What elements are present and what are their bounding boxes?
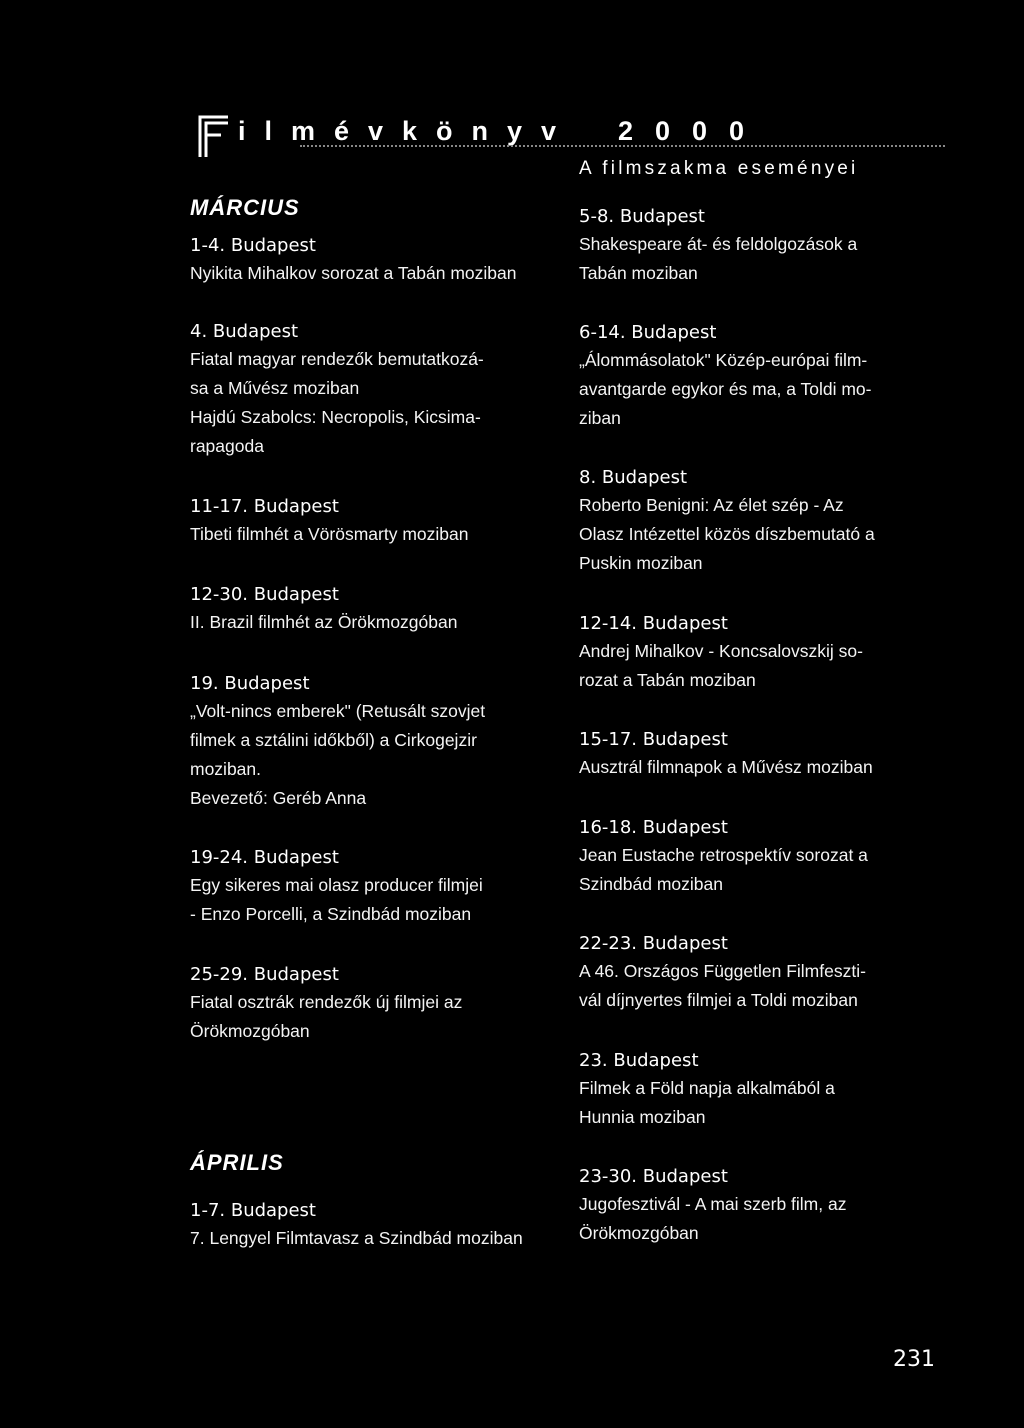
event-description bbox=[579, 1190, 944, 1248]
event-entry bbox=[579, 465, 944, 578]
event-description bbox=[579, 841, 944, 899]
event-date: 16-18. Budapest bbox=[579, 817, 728, 838]
event-description bbox=[190, 871, 565, 929]
event-description bbox=[190, 520, 565, 549]
event-description-line: Tibeti filmhét a Vörösmarty moziban bbox=[190, 524, 469, 544]
event-description-line: Fiatal osztrák rendezők új filmjei az bbox=[190, 992, 463, 1012]
event-description-line: sa a Művész moziban bbox=[190, 378, 360, 398]
month-heading-march: MÁRCIUS bbox=[190, 195, 300, 220]
event-description-line: Ausztrál filmnapok a Művész moziban bbox=[579, 757, 873, 777]
event-entry bbox=[579, 1164, 944, 1248]
page-number: 231 bbox=[893, 1347, 935, 1372]
event-description-line: „Álommásolatok" Közép-európai film- bbox=[579, 350, 868, 370]
event-entry bbox=[190, 582, 565, 637]
event-description-line: 7. Lengyel Filmtavasz a Szindbád moziban bbox=[190, 1228, 523, 1248]
event-description bbox=[190, 608, 565, 637]
event-date: 5-8. Budapest bbox=[579, 206, 705, 227]
event-entry bbox=[190, 319, 565, 461]
event-description bbox=[190, 1224, 565, 1253]
event-description bbox=[190, 697, 565, 813]
book-title: ilmévkönyv bbox=[238, 116, 576, 146]
event-description bbox=[579, 230, 944, 288]
event-entry bbox=[190, 494, 565, 549]
event-description-line: Shakespeare át- és feldolgozások a bbox=[579, 234, 858, 254]
event-description-line: Tabán moziban bbox=[579, 263, 698, 283]
event-date: 12-14. Budapest bbox=[579, 613, 728, 634]
event-description bbox=[579, 753, 944, 782]
event-date: 8. Budapest bbox=[579, 467, 688, 488]
event-description-line: Jugofesztivál - A mai szerb film, az bbox=[579, 1194, 847, 1214]
event-date: 23. Budapest bbox=[579, 1050, 699, 1071]
book-year: 2000 bbox=[618, 116, 767, 146]
event-description-line: Szindbád moziban bbox=[579, 874, 723, 894]
event-description-line: ziban bbox=[579, 408, 621, 428]
event-description-line: Örökmozgóban bbox=[190, 1021, 310, 1041]
section-subtitle: A filmszakma eseményei bbox=[579, 158, 859, 179]
event-description bbox=[190, 345, 565, 461]
event-description-line: Nyikita Mihalkov sorozat a Tabán moziban bbox=[190, 263, 517, 283]
event-entry bbox=[579, 611, 944, 695]
event-date: 15-17. Budapest bbox=[579, 729, 728, 750]
event-description-line: Egy sikeres mai olasz producer filmjei bbox=[190, 875, 483, 895]
event-description-line: filmek a sztálini időkből) a Cirkogejzir bbox=[190, 730, 477, 750]
event-description-line: vál díjnyertes filmjei a Toldi moziban bbox=[579, 990, 858, 1010]
event-date: 25-29. Budapest bbox=[190, 964, 339, 985]
event-entry bbox=[579, 931, 944, 1015]
event-description bbox=[190, 259, 565, 288]
event-date: 1-7. Budapest bbox=[190, 1200, 316, 1221]
event-description-line: Jean Eustache retrospektív sorozat a bbox=[579, 845, 868, 865]
header-divider bbox=[300, 145, 945, 147]
event-entry bbox=[579, 727, 944, 782]
event-entry bbox=[190, 845, 565, 929]
event-description-line: rozat a Tabán moziban bbox=[579, 670, 756, 690]
event-description bbox=[579, 957, 944, 1015]
event-description bbox=[579, 491, 944, 578]
event-description-line: Puskin moziban bbox=[579, 553, 703, 573]
event-date: 6-14. Budapest bbox=[579, 322, 717, 343]
filmevkonyv-logo-mark bbox=[197, 113, 231, 159]
event-description-line: Andrej Mihalkov - Koncsalovszkij so- bbox=[579, 641, 863, 661]
event-description-line: Fiatal magyar rendezők bemutatkozá- bbox=[190, 349, 484, 369]
event-description-line: Filmek a Föld napja alkalmából a bbox=[579, 1078, 835, 1098]
event-entry bbox=[579, 1048, 944, 1132]
event-date: 1-4. Budapest bbox=[190, 235, 316, 256]
event-description bbox=[579, 1074, 944, 1132]
event-description bbox=[190, 988, 565, 1046]
event-date: 19. Budapest bbox=[190, 673, 310, 694]
event-date: 11-17. Budapest bbox=[190, 496, 339, 517]
event-description-line: A 46. Országos Független Filmfeszti- bbox=[579, 961, 866, 981]
event-entry bbox=[190, 233, 565, 288]
month-heading-april: ÁPRILIS bbox=[190, 1150, 284, 1175]
event-date: 23-30. Budapest bbox=[579, 1166, 728, 1187]
event-entry bbox=[190, 962, 565, 1046]
event-description-line: Olasz Intézettel közös díszbemutató a bbox=[579, 524, 875, 544]
event-description-line: Roberto Benigni: Az élet szép - Az bbox=[579, 495, 844, 515]
event-description-line: II. Brazil filmhét az Örökmozgóban bbox=[190, 612, 458, 632]
event-entry bbox=[579, 320, 944, 433]
event-description-line: Bevezető: Geréb Anna bbox=[190, 788, 367, 808]
event-date: 12-30. Budapest bbox=[190, 584, 339, 605]
event-date: 19-24. Budapest bbox=[190, 847, 339, 868]
event-description-line: moziban. bbox=[190, 759, 262, 779]
event-description-line: avantgarde egykor és ma, a Toldi mo- bbox=[579, 379, 872, 399]
event-entry bbox=[579, 204, 944, 288]
event-description-line: Hunnia moziban bbox=[579, 1107, 706, 1127]
event-date: 22-23. Budapest bbox=[579, 933, 728, 954]
event-entry bbox=[579, 815, 944, 899]
event-description bbox=[579, 346, 944, 433]
event-description-line: rapagoda bbox=[190, 436, 264, 456]
event-entry bbox=[190, 671, 565, 813]
event-date: 4. Budapest bbox=[190, 321, 299, 342]
event-description-line: - Enzo Porcelli, a Szindbád moziban bbox=[190, 904, 472, 924]
event-description-line: Hajdú Szabolcs: Necropolis, Kicsima- bbox=[190, 407, 481, 427]
event-entry bbox=[190, 1198, 565, 1253]
event-description bbox=[579, 637, 944, 695]
event-description-line: Örökmozgóban bbox=[579, 1223, 699, 1243]
event-description-line: „Volt-nincs emberek" (Retusált szovjet bbox=[190, 701, 486, 721]
